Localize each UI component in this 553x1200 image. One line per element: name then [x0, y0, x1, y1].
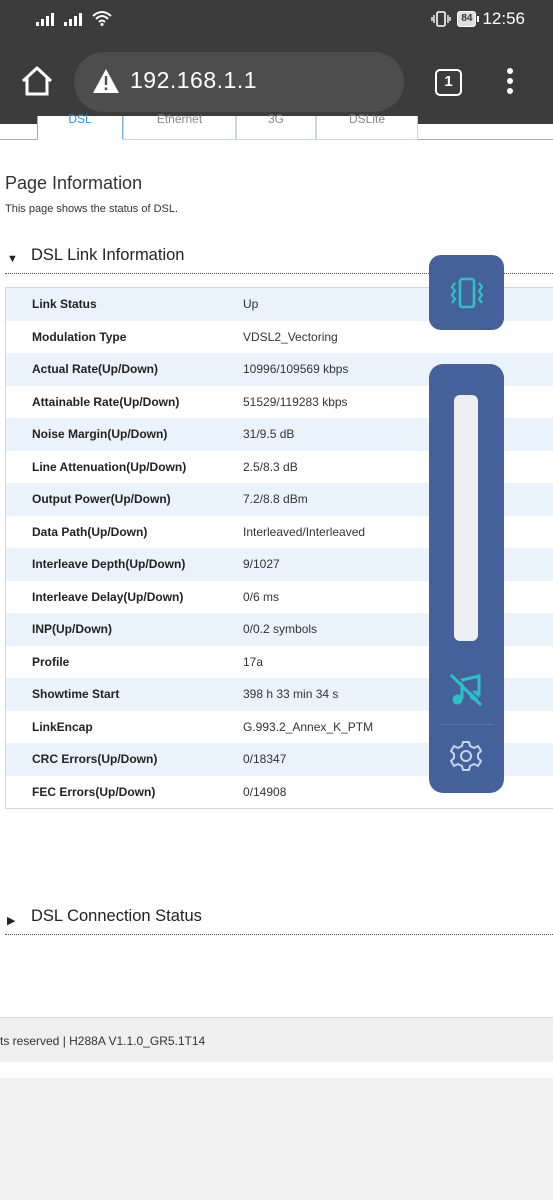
row-value: Up [243, 297, 259, 312]
gear-icon[interactable] [450, 740, 482, 772]
row-value: 0/6 ms [243, 589, 280, 604]
row-label: Modulation Type [32, 329, 127, 344]
row-label: Showtime Start [32, 687, 120, 702]
row-value: 17a [243, 654, 264, 669]
status-bar [0, 0, 553, 40]
tab-3g[interactable]: 3G [236, 116, 316, 140]
row-value: 51529/119283 kbps [243, 394, 348, 409]
row-value: VDSL2_Vectoring [243, 329, 338, 344]
row-label: INP(Up/Down) [32, 622, 112, 637]
battery-indicator: 84 [457, 11, 476, 27]
row-label: FEC Errors(Up/Down) [32, 784, 156, 799]
row-label: Link Status [32, 297, 97, 312]
footer-text: ts reserved | H288A V1.1.0_GR5.1T14 [0, 1034, 206, 1048]
vibrate-mode-icon [431, 11, 451, 27]
row-label: Actual Rate(Up/Down) [32, 362, 158, 377]
row-value: 9/1027 [243, 557, 280, 572]
row-label: Line Attenuation(Up/Down) [32, 459, 187, 474]
vibrate-icon [447, 276, 487, 310]
row-label: Noise Margin(Up/Down) [32, 427, 168, 442]
collapsed-triangle-icon: ▶ [7, 915, 16, 927]
cell-signal-2-icon [64, 10, 82, 26]
music-off-icon[interactable] [448, 672, 484, 708]
volume-panel [429, 364, 504, 793]
clock: 12:56 [482, 9, 525, 28]
row-value: 0/0.2 symbols [243, 622, 318, 637]
expanded-triangle-icon: ▼ [7, 253, 18, 265]
section-title: DSL Connection Status [31, 907, 202, 925]
tab-dsl[interactable]: DSL [37, 116, 123, 140]
dsl-connection-section-header[interactable] [5, 905, 553, 935]
row-label: Interleave Delay(Up/Down) [32, 589, 184, 604]
page-description: This page shows the status of DSL. [5, 203, 179, 215]
page-background [0, 1078, 553, 1200]
wifi-icon [92, 10, 112, 26]
cell-signal-1-icon [36, 10, 54, 26]
tab-ethernet[interactable]: Ethernet [123, 116, 236, 140]
vibrate-toggle-button[interactable] [429, 255, 504, 330]
volume-slider[interactable] [454, 395, 478, 641]
row-label: Data Path(Up/Down) [32, 524, 148, 539]
home-icon[interactable] [20, 64, 54, 98]
row-value: 7.2/8.8 dBm [243, 492, 308, 507]
footer [0, 1017, 553, 1062]
row-label: Profile [32, 654, 70, 669]
row-value: G.993.2_Annex_K_PTM [243, 719, 374, 734]
address-bar[interactable] [74, 52, 404, 112]
warning-icon[interactable] [92, 68, 120, 94]
row-label: Interleave Depth(Up/Down) [32, 557, 186, 572]
row-label: Output Power(Up/Down) [32, 492, 171, 507]
page-title: Page Information [5, 173, 143, 193]
row-value: 398 h 33 min 34 s [243, 687, 339, 702]
row-label: LinkEncap [32, 719, 93, 734]
row-label: CRC Errors(Up/Down) [32, 752, 158, 767]
row-label: Attainable Rate(Up/Down) [32, 394, 180, 409]
more-menu-icon[interactable] [504, 68, 516, 98]
row-value: 31/9.5 dB [243, 427, 295, 442]
row-value: 0/14908 [243, 784, 287, 799]
section-title: DSL Link Information [31, 246, 185, 264]
tab-switcher-button[interactable]: 1 [435, 69, 462, 96]
row-value: Interleaved/Interleaved [243, 524, 366, 539]
page-tabs [0, 112, 553, 141]
row-value: 0/18347 [243, 752, 287, 767]
tab-dslite[interactable]: DSLite [316, 116, 418, 140]
row-value: 10996/109569 kbps [243, 362, 349, 377]
row-value: 2.5/8.3 dB [243, 459, 298, 474]
url-text[interactable]: 192.168.1.1 [130, 67, 258, 93]
